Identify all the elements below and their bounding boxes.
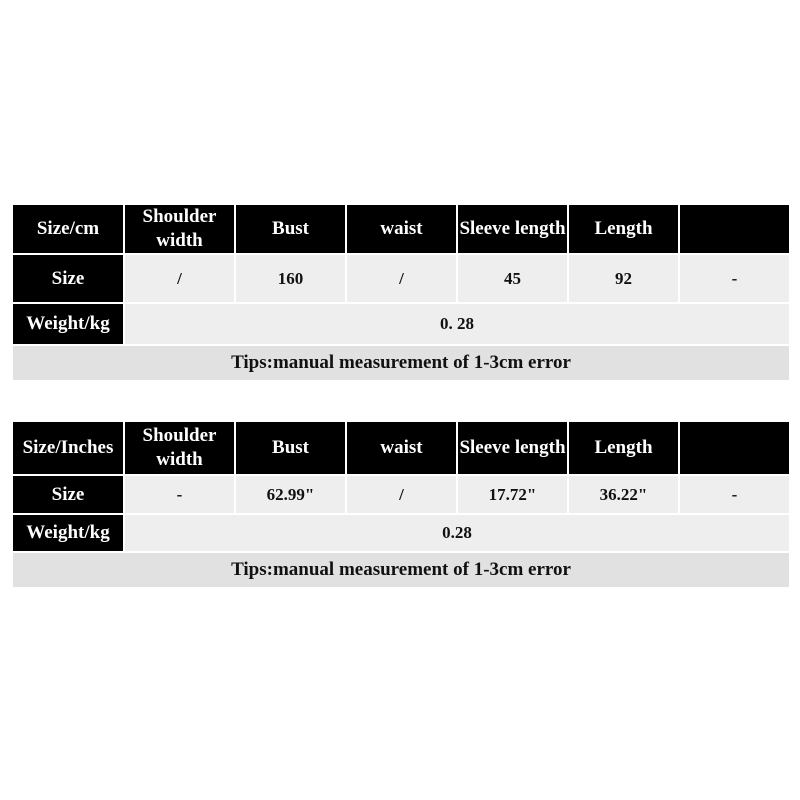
row-label-weight: Weight/kg <box>12 303 124 345</box>
weight-row <box>12 303 790 345</box>
header-row <box>12 204 790 254</box>
cell-length: 36.22" <box>568 475 679 514</box>
cell-extra: - <box>679 475 790 514</box>
header-bust: Bust <box>235 204 346 254</box>
size-row <box>12 254 790 303</box>
size-chart-cm <box>11 203 791 382</box>
row-label-weight: Weight/kg <box>12 514 124 552</box>
header-empty <box>679 421 790 475</box>
weight-row <box>12 514 790 552</box>
header-bust: Bust <box>235 421 346 475</box>
row-label-size: Size <box>12 475 124 514</box>
header-size-unit: Size/cm <box>12 204 124 254</box>
cell-sleeve-length: 17.72" <box>457 475 568 514</box>
cell-bust: 160 <box>235 254 346 303</box>
cell-waist: / <box>346 254 457 303</box>
tips-row <box>12 345 790 381</box>
cell-sleeve-length: 45 <box>457 254 568 303</box>
row-label-size: Size <box>12 254 124 303</box>
cell-shoulder-width: - <box>124 475 235 514</box>
header-length: Length <box>568 204 679 254</box>
cell-extra: - <box>679 254 790 303</box>
cell-weight-value: 0.28 <box>124 514 790 552</box>
header-waist: waist <box>346 204 457 254</box>
cell-waist: / <box>346 475 457 514</box>
header-row <box>12 421 790 475</box>
header-empty <box>679 204 790 254</box>
header-waist: waist <box>346 421 457 475</box>
header-shoulder-width: Shoulder width <box>124 204 235 254</box>
header-length: Length <box>568 421 679 475</box>
tips-text: Tips:manual measurement of 1-3cm error <box>12 345 790 381</box>
cell-weight-value: 0. 28 <box>124 303 790 345</box>
tips-text: Tips:manual measurement of 1-3cm error <box>12 552 790 588</box>
cell-length: 92 <box>568 254 679 303</box>
cell-bust: 62.99" <box>235 475 346 514</box>
header-size-unit: Size/Inches <box>12 421 124 475</box>
tips-row <box>12 552 790 588</box>
header-sleeve-length: Sleeve length <box>457 204 568 254</box>
header-sleeve-length: Sleeve length <box>457 421 568 475</box>
cell-shoulder-width: / <box>124 254 235 303</box>
header-shoulder-width: Shoulder width <box>124 421 235 475</box>
size-chart-inches <box>11 420 791 589</box>
size-row <box>12 475 790 514</box>
